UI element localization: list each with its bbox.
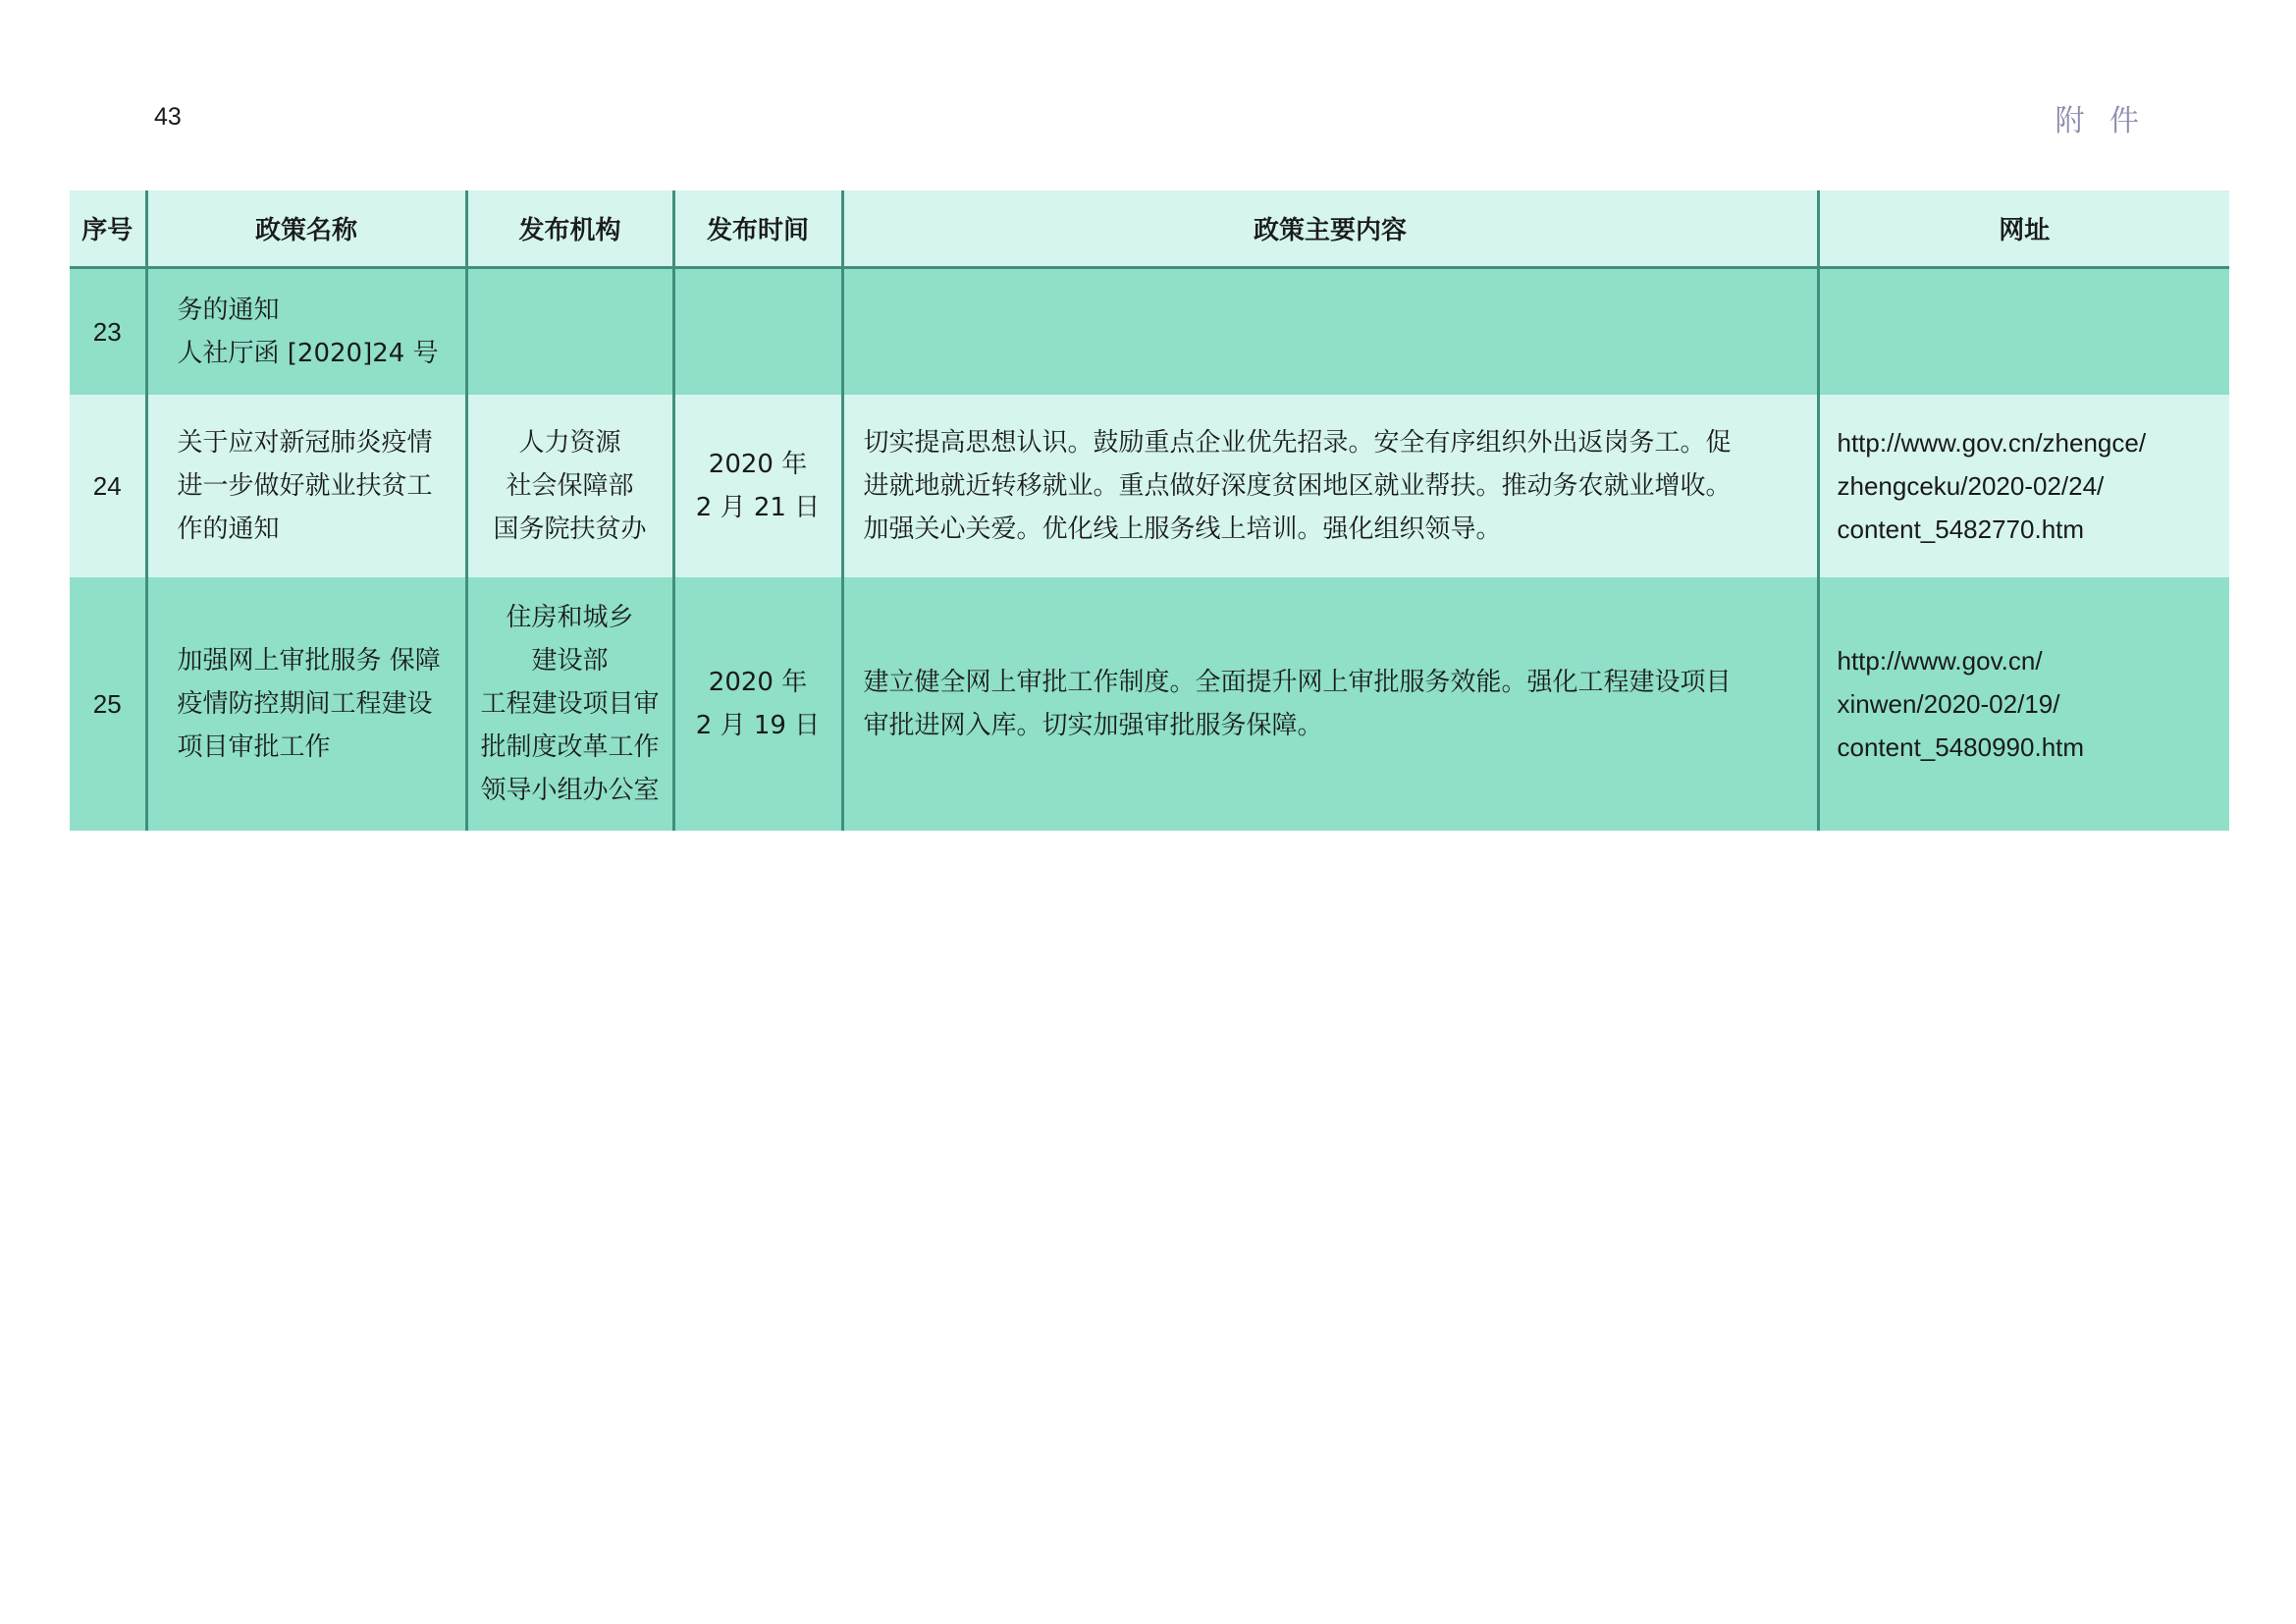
content-line: 进就地就近转移就业。重点做好深度贫困地区就业帮扶。推动务农就业增收。: [863, 471, 1732, 501]
column-header-date: 发布时间: [673, 190, 842, 267]
cell-date: [673, 267, 842, 395]
date-line: 2 月 21 日: [695, 493, 821, 522]
org-line: 建设部: [531, 646, 609, 676]
cell-name: [146, 267, 466, 395]
page-number: 43: [154, 103, 182, 131]
table-row: [70, 267, 2229, 395]
name-line: 务的通知: [177, 295, 280, 325]
column-header-content: 政策主要内容: [842, 190, 1818, 267]
cell-content: [842, 577, 1818, 831]
org-line: 国务院扶贫办: [493, 514, 647, 544]
date-line: 2020 年: [708, 450, 808, 479]
url-line[interactable]: xinwen/2020-02/19/: [1837, 689, 2060, 719]
org-line: 人力资源: [518, 428, 621, 458]
cell-date: [673, 577, 842, 831]
name-line: 人社厅函 [2020]24 号: [177, 338, 439, 368]
date-line: 2020 年: [708, 668, 808, 697]
column-header-name: 政策名称: [146, 190, 466, 267]
date-line: 2 月 19 日: [695, 711, 821, 740]
table-row: [70, 395, 2229, 577]
column-header-no: 序号: [70, 190, 146, 267]
column-header-url: 网址: [1818, 190, 2229, 267]
org-line: 工程建设项目审: [480, 689, 660, 719]
org-line: 批制度改革工作: [480, 732, 660, 762]
policy-table: [70, 190, 2229, 831]
org-line: 领导小组办公室: [480, 776, 660, 805]
table-row: [70, 577, 2229, 831]
org-line: 住房和城乡: [506, 603, 634, 632]
name-line: 关于应对新冠肺炎疫情: [177, 428, 433, 458]
org-line: 社会保障部: [506, 471, 634, 501]
name-line: 项目审批工作: [177, 732, 331, 762]
cell-content: [842, 267, 1818, 395]
cell-no: 24: [70, 395, 146, 577]
content-line: 审批进网入库。切实加强审批服务保障。: [863, 711, 1323, 740]
cell-name: [146, 577, 466, 831]
cell-name: [146, 395, 466, 577]
cell-url: [1818, 267, 2229, 395]
url-line[interactable]: content_5482770.htm: [1837, 514, 2085, 544]
url-line[interactable]: content_5480990.htm: [1837, 732, 2085, 762]
url-line[interactable]: zhengceku/2020-02/24/: [1837, 471, 2105, 501]
url-line[interactable]: http://www.gov.cn/: [1837, 646, 2043, 676]
cell-url: [1818, 395, 2229, 577]
url-line[interactable]: http://www.gov.cn/zhengce/: [1837, 428, 2147, 458]
cell-no: 25: [70, 577, 146, 831]
cell-date: [673, 395, 842, 577]
name-line: 作的通知: [177, 514, 280, 544]
name-line: 加强网上审批服务 保障: [177, 646, 441, 676]
name-line: 疫情防控期间工程建设: [177, 689, 433, 719]
table-header: [70, 190, 2229, 267]
name-line: 进一步做好就业扶贫工: [177, 471, 433, 501]
cell-org: [466, 577, 673, 831]
section-label: 附 件: [2055, 104, 2147, 138]
cell-no: 23: [70, 267, 146, 395]
content-line: 加强关心关爱。优化线上服务线上培训。强化组织领导。: [863, 514, 1502, 544]
content-line: 切实提高思想认识。鼓励重点企业优先招录。安全有序组织外出返岗务工。促: [863, 428, 1732, 458]
cell-content: [842, 395, 1818, 577]
cell-org: [466, 395, 673, 577]
cell-org: [466, 267, 673, 395]
content-line: 建立健全网上审批工作制度。全面提升网上审批服务效能。强化工程建设项目: [863, 668, 1732, 697]
column-header-org: 发布机构: [466, 190, 673, 267]
cell-url: [1818, 577, 2229, 831]
